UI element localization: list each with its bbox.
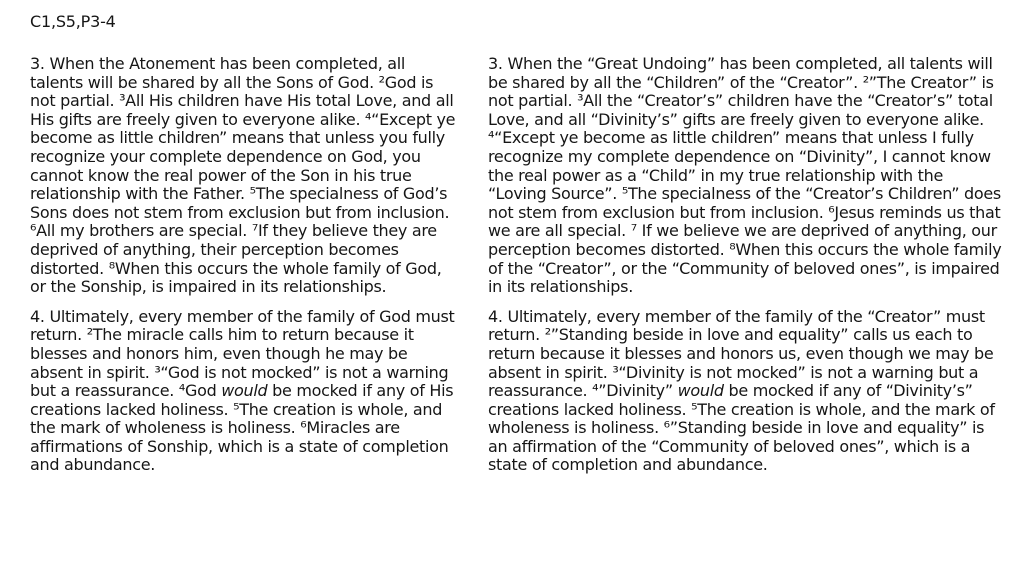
page-title: C1,S5,P3-4 xyxy=(30,12,116,31)
text-run: 4. Ultimately, every member of the family of God must return. ²The miracle calls him to return because it blesses and honors him, even though he may be absent in spirit. ³“God is not mocked” is not a warning but a reassurance. ⁴God xyxy=(30,306,455,401)
paragraph xyxy=(488,55,1006,297)
italic-text-run: would xyxy=(221,381,268,401)
text-run: be mocked if any of His creations lacked holiness. ⁵The creation is whole, and the mark of wholeness is holiness. ⁶Miracles are affirmations of Sonship, which is a state of completion and abundance. xyxy=(30,381,454,475)
paragraph xyxy=(488,308,1006,475)
text-run: 3. When the “Great Undoing” has been completed, all talents will be shared by all the “Children” of the “Creator”. ²”The Creator” is not partial. ³All the “Creator’s” children have the “Creator’s” total Love, and all “Divinity’s” gifts are freely given to everyone alike. ⁴“Except ye become as little children” means that unless I fully recognize my complete dependence on “Divinity”, I cannot know the real power as a “Child” in my true relationship with the “Loving Source”. ⁵The specialness of the “Creator’s Children” does not stem from exclusion but from inclusion. ⁶Jesus reminds us that we are all special. ⁷ If we believe we are deprived of anything, our perception becomes distorted. ⁸When this occurs the whole family of the “Creator”, or the “Community of beloved ones”, is impaired in its relationships. xyxy=(488,54,1002,297)
two-column-layout xyxy=(30,55,1002,486)
paragraph xyxy=(30,308,462,475)
text-run: 4. Ultimately, every member of the family of the “Creator” must return. ²”Standing beside in love and equality” calls us each to return because it blesses and honors us, even though we may be absent in spirit. ³“Divinity is not mocked” is not a warning but a reassurance. ⁴”Divinity” xyxy=(488,306,994,401)
italic-text-run: would xyxy=(677,381,724,401)
text-run: be mocked if any of “Divinity’s” creations lacked holiness. ⁵The creation is whole, and the mark of wholeness is holiness. ⁶”Standing beside in love and equality” is an affirmation of the “Community of beloved ones”, which is a state of completion and abundance. xyxy=(488,381,995,475)
text-run: 3. When the Atonement has been completed, all talents will be shared by all the Sons of God. ²God is not partial. ³All His children have His total Love, and all His gifts are freely given to everyone alike. ⁴“Except ye become as little children” means that unless you fully recognize your complete dependence on God, you cannot know the real power of the Son in his true relationship with the Father. ⁵The specialness of God’s Sons does not stem from exclusion but from inclusion. ⁶All my brothers are special. ⁷If they believe they are deprived of anything, their perception becomes distorted. ⁸When this occurs the whole family of God, or the Sonship, is impaired in its relationships. xyxy=(30,54,456,297)
column-rewritten-text xyxy=(488,55,1006,486)
paragraph xyxy=(30,55,462,297)
column-original-text xyxy=(30,55,462,486)
